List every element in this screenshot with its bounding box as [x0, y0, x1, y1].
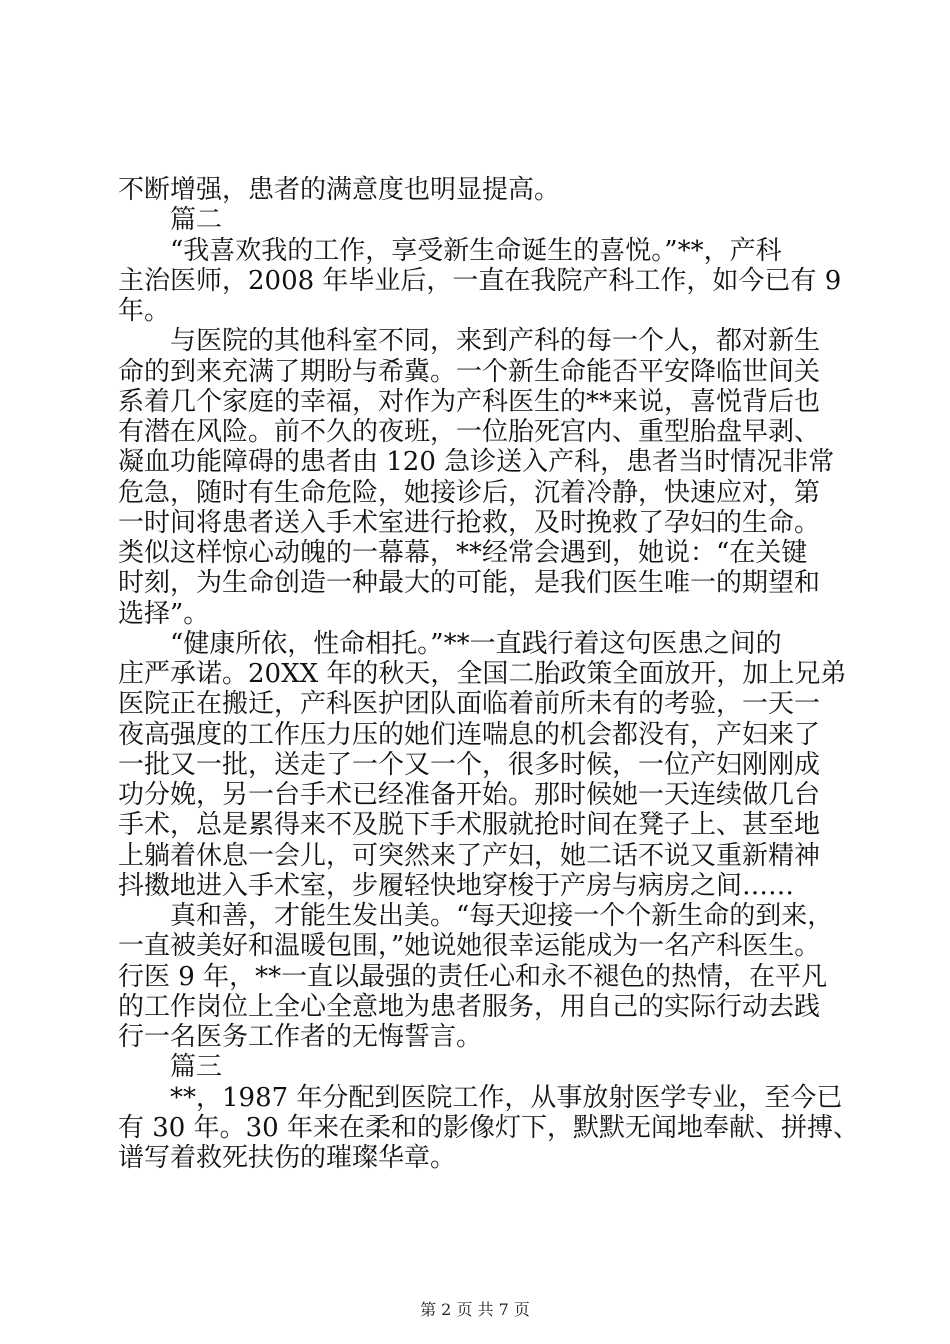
- text-line: 行一名医务工作者的无悔誓言。: [118, 1022, 483, 1052]
- text-line: 手术，总是累得来不及脱下手术服就抢时间在凳子上、甚至地: [118, 810, 821, 840]
- text-line: 夜高强度的工作压力压的她们连喘息的机会都没有，产妇来了: [118, 720, 821, 750]
- text-line: 一时间将患者送入手术室进行抢救，及时挽救了孕妇的生命。: [118, 508, 821, 538]
- text-line: **，1987 年分配到医院工作，从事放射医学专业，至今已: [170, 1083, 843, 1113]
- text-line: 系着几个家庭的幸福，对作为产科医生的**来说，喜悦背后也: [118, 387, 821, 417]
- text-line: 凝血功能障碍的患者由 120 急诊送入产科，患者当时情况非常: [118, 447, 835, 477]
- text-line: 时刻，为生命创造一种最大的可能，是我们医生唯一的期望和: [118, 568, 821, 598]
- text-line: 主治医师，2008 年毕业后，一直在我院产科工作，如今已有 9: [118, 266, 842, 296]
- section-heading: 篇二: [170, 205, 223, 235]
- text-line: “我喜欢我的工作，享受新生命诞生的喜悦。”**，产科: [170, 236, 782, 266]
- text-line: 有潜在风险。前不久的夜班，一位胎死宫内、重型胎盘早剥、: [118, 417, 821, 447]
- text-line: 类似这样惊心动魄的一幕幕，**经常会遇到，她说：“在关键: [118, 538, 808, 568]
- text-line: 一直被美好和温暖包围，”她说她很幸运能成为一名产科医生。: [118, 931, 821, 961]
- text-line: 有 30 年。30 年来在柔和的影像灯下，默默无闻地奉献、拼搏、: [118, 1113, 859, 1143]
- text-line: 危急，随时有生命危险，她接诊后，沉着冷静，快速应对，第: [118, 478, 821, 508]
- section-heading: 篇三: [170, 1052, 223, 1082]
- text-line: 抖擞地进入手术室，步履轻快地穿梭于产房与病房之间……: [118, 871, 795, 901]
- text-line: 年。: [118, 296, 171, 326]
- text-line: 选择”。: [118, 599, 210, 629]
- text-line: 功分娩，另一台手术已经准备开始。那时候她一天连续做几台: [118, 780, 821, 810]
- text-line: “健康所依，性命相托。”**一直践行着这句医患之间的: [170, 629, 782, 659]
- text-line: 谱写着救死扶伤的璀璨华章。: [118, 1143, 457, 1173]
- text-line: 医院正在搬迁，产科医护团队面临着前所未有的考验，一天一: [118, 689, 821, 719]
- text-line: 行医 9 年，**一直以最强的责任心和永不褪色的热情，在平凡: [118, 962, 828, 992]
- text-line: 庄严承诺。20XX 年的秋天，全国二胎政策全面放开，加上兄弟: [118, 659, 847, 689]
- text-line: 真和善，才能生发出美。“每天迎接一个个新生命的到来，: [170, 901, 834, 931]
- text-line: 与医院的其他科室不同，来到产科的每一个人，都对新生: [170, 326, 821, 356]
- text-line: 不断增强，患者的满意度也明显提高。: [118, 175, 561, 205]
- text-line: 的工作岗位上全心全意地为患者服务，用自己的实际行动去践: [118, 992, 821, 1022]
- page-number-footer: 第 2 页 共 7 页: [420, 1300, 530, 1319]
- text-line: 命的到来充满了期盼与希冀。一个新生命能否平安降临世间关: [118, 357, 821, 387]
- text-line: 一批又一批，送走了一个又一个，很多时候，一位产妇刚刚成: [118, 750, 821, 780]
- text-line: 上躺着休息一会儿，可突然来了产妇，她二话不说又重新精神: [118, 841, 821, 871]
